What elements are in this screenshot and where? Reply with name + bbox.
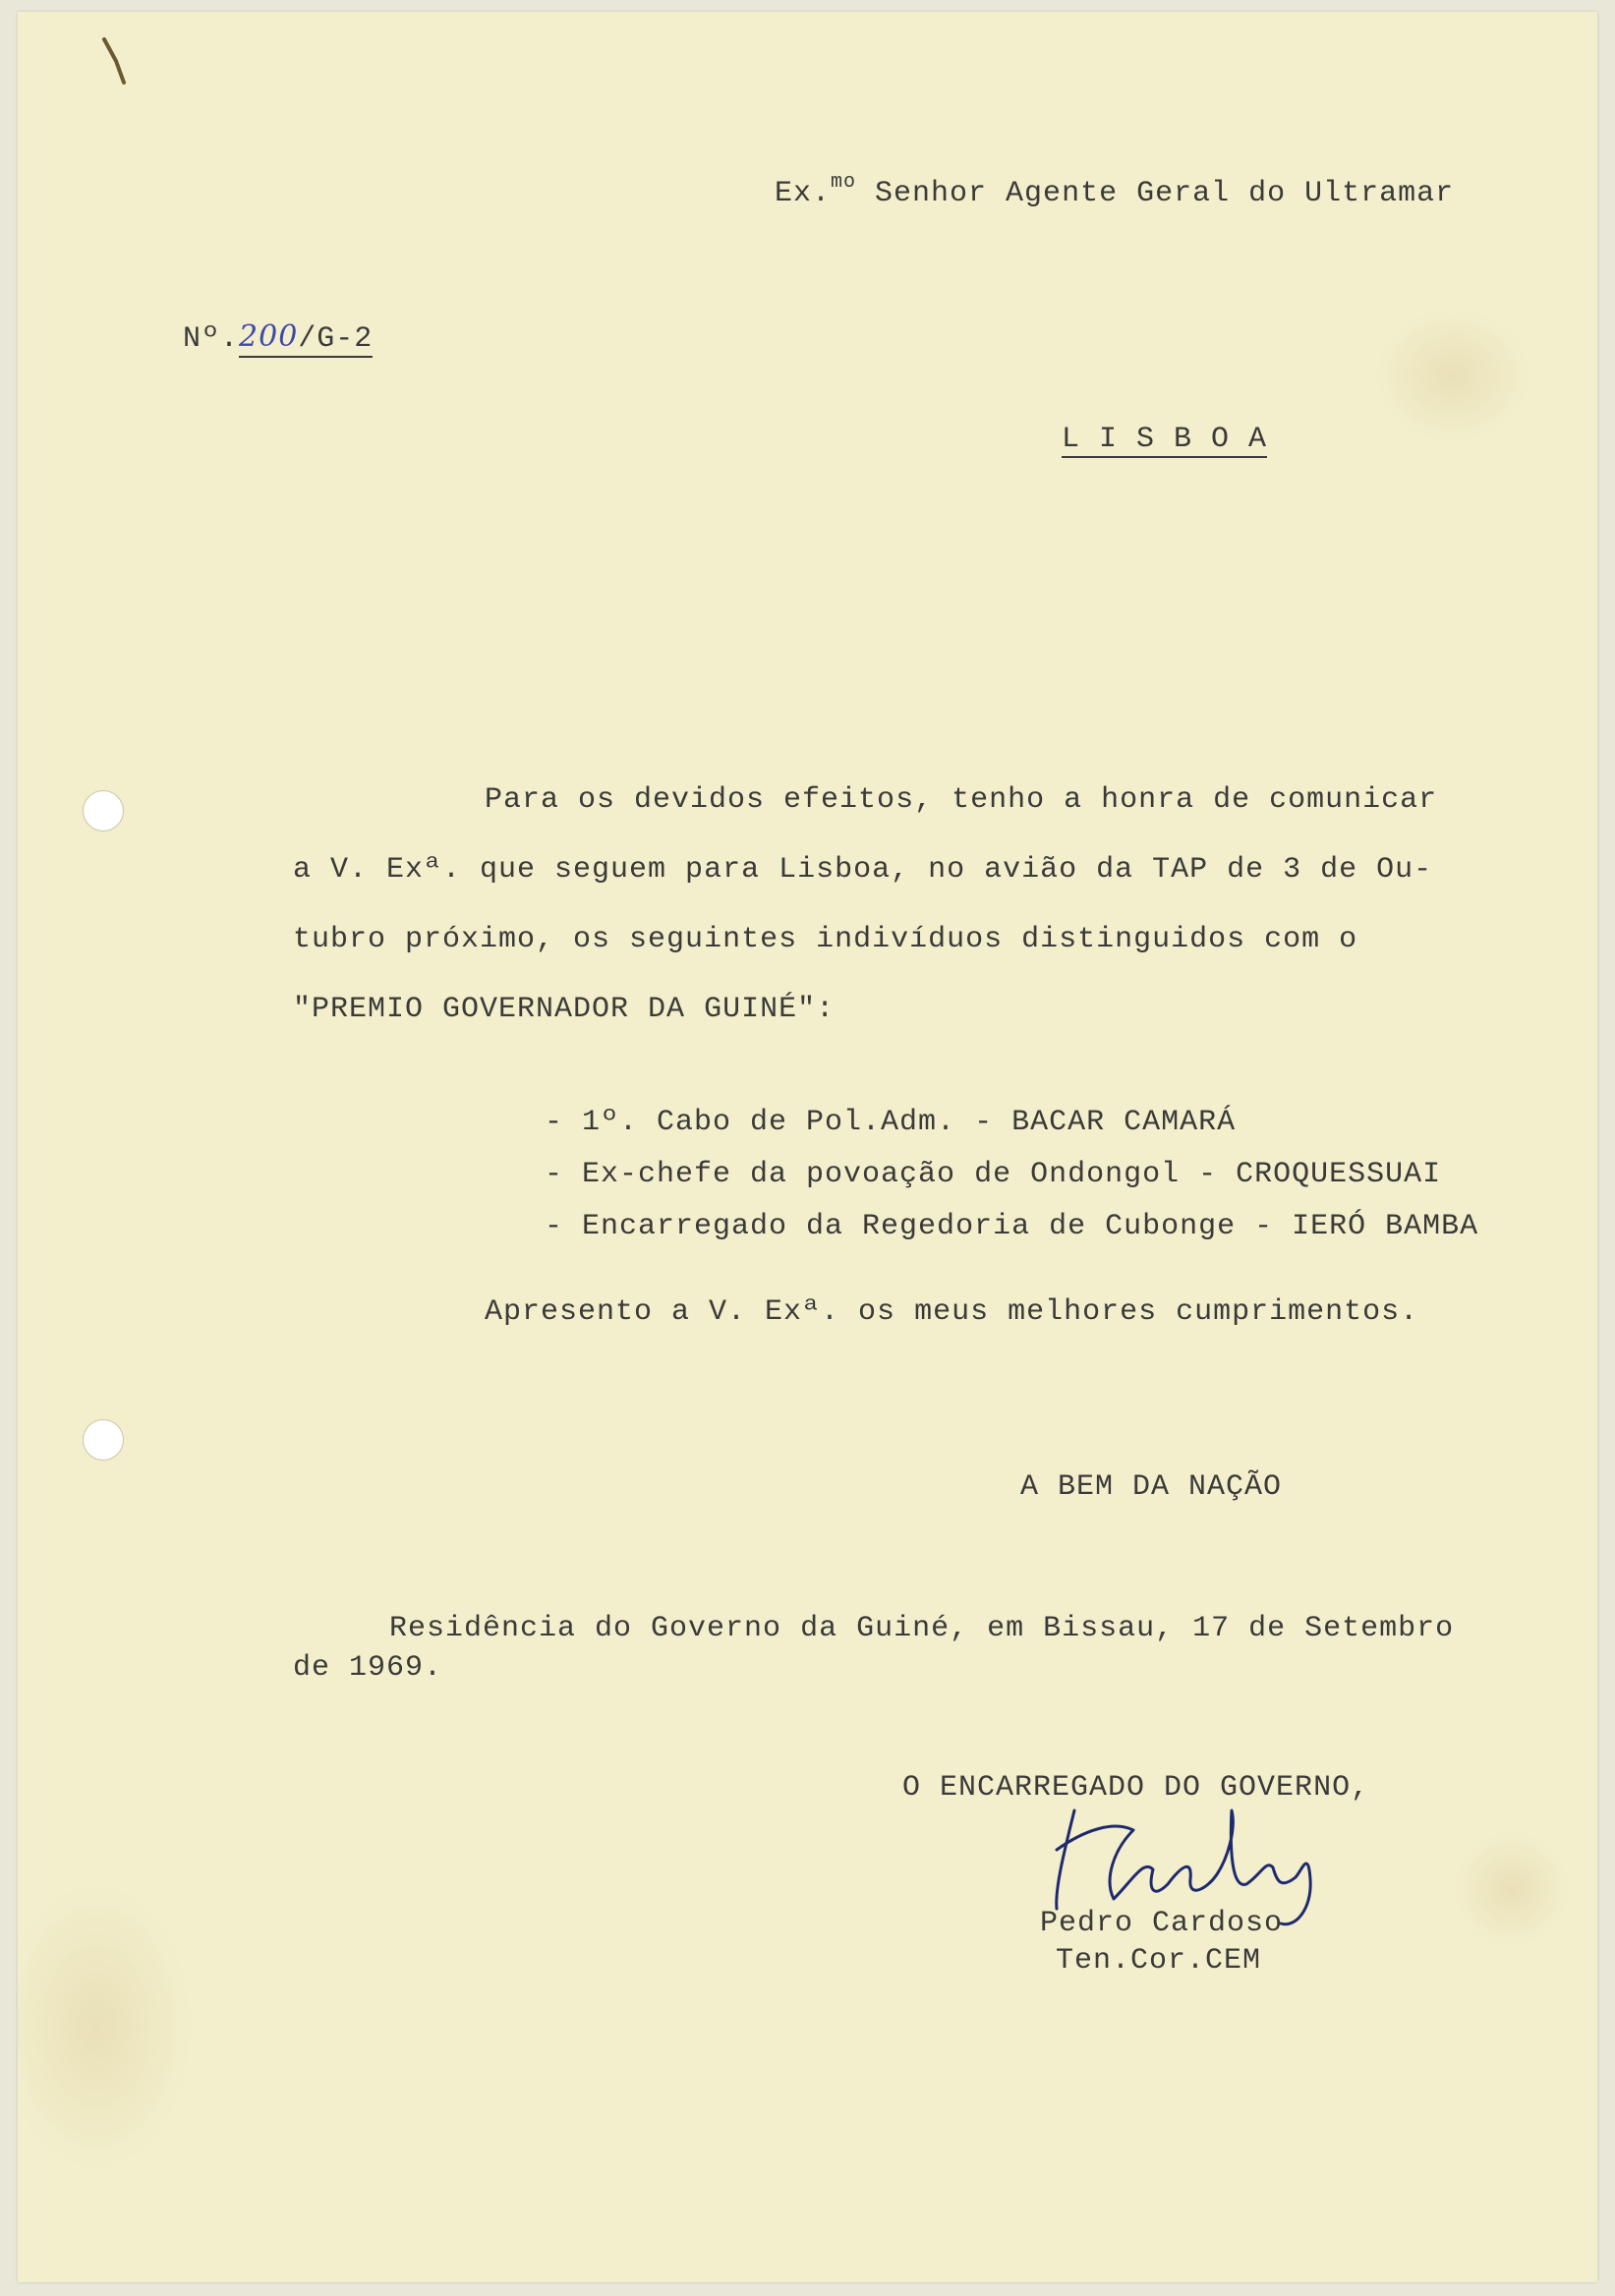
punch-hole-top <box>83 790 124 832</box>
addressee-line <box>775 171 1455 210</box>
signature-title: O ENCARREGADO DO GOVERNO, <box>902 1771 1370 1805</box>
reference-number <box>183 319 373 356</box>
signer-name: Pedro Cardoso <box>1040 1907 1284 1940</box>
reference-prefix: Nº. <box>183 322 240 356</box>
ink-speck-mark <box>96 31 136 90</box>
body-line: tubro próximo, os seguintes indivíduos distinguidos com o <box>293 923 1358 956</box>
body-line: a V. Exª. que seguem para Lisboa, no avião da TAP de 3 de Ou- <box>293 853 1433 887</box>
addressee-superscript: mo <box>831 171 857 194</box>
signer-rank: Ten.Cor.CEM <box>1056 1944 1262 1978</box>
place-date-line: de 1969. <box>293 1651 443 1685</box>
motto: A BEM DA NAÇÃO <box>1020 1470 1283 1504</box>
city-text: L I S B O A <box>1062 423 1268 456</box>
paper-stain <box>1374 307 1531 444</box>
letter-page <box>18 12 1597 2282</box>
place-date-line: Residência do Governo da Guiné, em Bissau, 17 de Setembro <box>389 1612 1455 1645</box>
list-item: - 1º. Cabo de Pol.Adm. - BACAR CAMARÁ <box>545 1106 1237 1139</box>
addressee-prefix: Ex. <box>775 177 832 210</box>
reference-suffix: /G-2 <box>298 322 374 356</box>
punch-hole-bottom <box>83 1419 124 1461</box>
body-line: "PREMIO GOVERNADOR DA GUINÉ": <box>293 993 836 1026</box>
list-item: - Encarregado da Regedoria de Cubonge - IERÓ BAMBA <box>545 1210 1479 1243</box>
reference-handwritten-number: 200 <box>239 319 299 354</box>
closing-line: Apresento a V. Exª. os meus melhores cumprimentos. <box>485 1295 1419 1329</box>
paper-stain <box>1453 1830 1571 1948</box>
city-heading <box>1062 423 1267 456</box>
addressee-text: Senhor Agente Geral do Ultramar <box>856 177 1455 210</box>
list-item: - Ex-chefe da povoação de Ondongol - CROQUESSUAI <box>545 1158 1442 1191</box>
body-line: Para os devidos efeitos, tenho a honra de comunicar <box>485 783 1438 817</box>
paper-stain <box>18 1879 195 2174</box>
